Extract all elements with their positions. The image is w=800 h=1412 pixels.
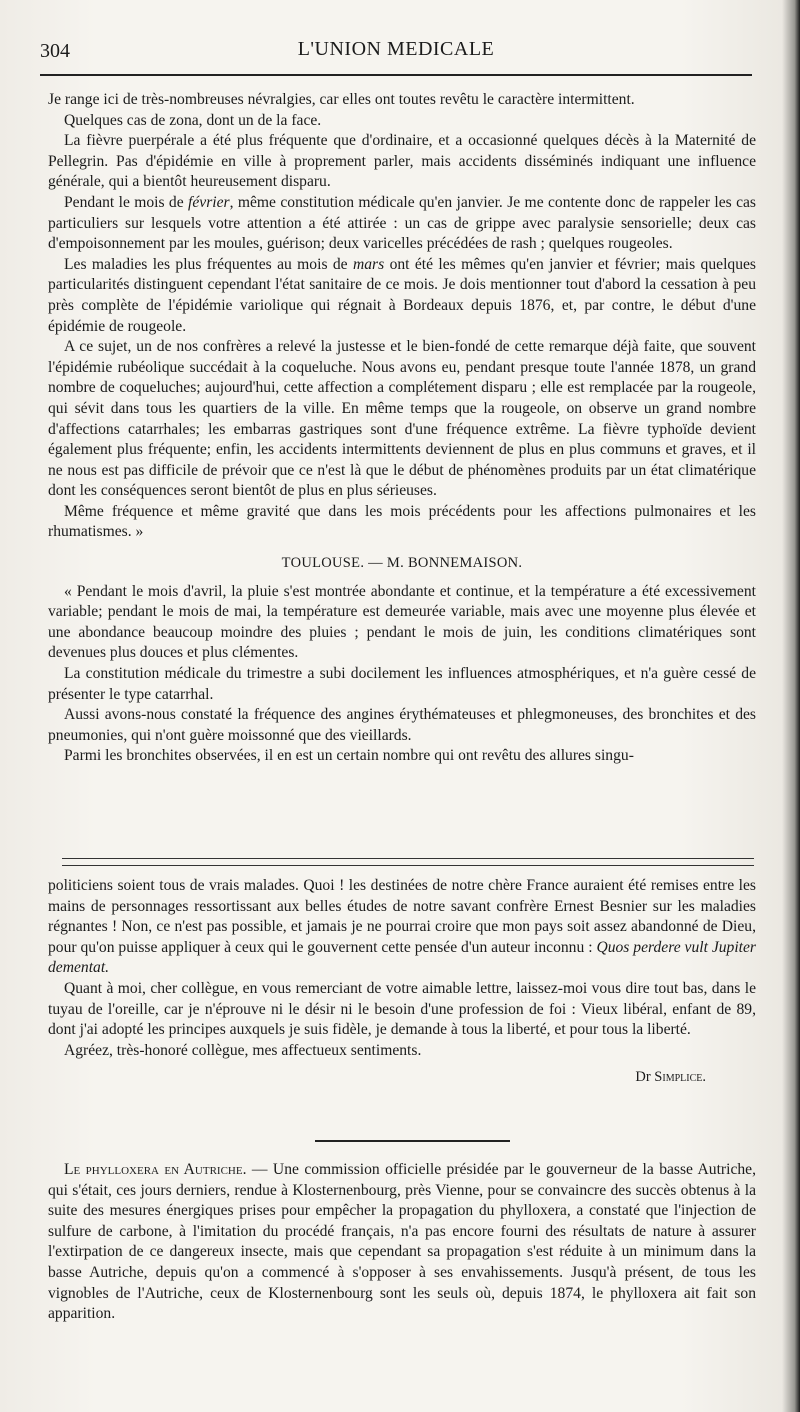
- signature: [48, 1067, 756, 1088]
- paragraph: Quelques cas de zona, dont un de la face.: [64, 111, 322, 129]
- paragraph: Quant à moi, cher collègue, en vous remerciant de votre aimable lettre, laissez-moi vous dire tout bas, dans le tuyau de l'oreille, car je n'éprouve ni le désir ni le besoin d'une profession de foi : Vieux libéral, enfant de 89, dont j'ai adopté les principes auxquels je suis fidèle, je demande à tous la liberté, et pour tous la liberté.: [48, 979, 756, 1039]
- italic-word: février: [188, 193, 230, 211]
- text-run: Pendant le mois de: [64, 193, 189, 211]
- section-letter-continuation: [48, 876, 756, 1088]
- paragraph: « Pendant le mois d'avril, la pluie s'est montrée abondante et continue, et la température a été excessivement variable; pendant le mois de mai, la température est demeurée variable, mais avec une moyenne plus élevée et une abondance beaucoup moindre des pluies ; pendant le mois de juin, les conditions climatériques sont devenues plus douces et plus clémentes.: [48, 582, 756, 662]
- article-separator-rule: [315, 1140, 510, 1142]
- italic-word: mars: [352, 255, 385, 273]
- paragraph-february: [48, 193, 756, 255]
- text-run: politiciens soient tous de vrais malades. Quoi ! les destinées de notre chère France auraient été remises entre les mains de personnages ressortissant aux belles études de notre savant confrère Ernest Besnier sur les maladies régnantes ! Non, ce n'est pas possible, et jamais je ne pourrai croire que mon pays soit assez abandonné de Dieu, pour qu'on puisse appliquer à ceux qui le gouvernent cette pensée d'un auteur inconnu :: [48, 877, 756, 956]
- paragraph: Aussi avons-nous constaté la fréquence des angines érythémateuses et phlegmoneuses, des bronchites et des pneumonies, qui n'ont guère moissonné que des vieillards.: [48, 706, 756, 744]
- page-header: [40, 36, 752, 66]
- paragraph: La fièvre puerpérale a été plus fréquente que d'ordinaire, et a occasionné quelques décès à la Maternité de Pellegrin. Pas d'épidémie en ville à proprement parler, mais accidents disséminés indiquant une influence générale, qui a bientôt heureusement disparu.: [48, 132, 756, 191]
- paragraph: La constitution médicale du trimestre a subi docilement les influences atmosphériques, et n'a guère cessé de présenter le type catarrhal.: [48, 665, 756, 703]
- page-edge-shadow: [782, 0, 800, 1412]
- paragraph: Agréez, très-honoré collègue, mes affectueux sentiments.: [64, 1041, 422, 1059]
- section-divider-double-rule: [62, 858, 754, 866]
- signature-name: Simplice.: [654, 1069, 706, 1086]
- text-run: Les maladies les plus fréquentes au mois de: [64, 255, 353, 273]
- section-phylloxera: [48, 1160, 756, 1325]
- header-rule: [40, 74, 752, 76]
- paragraph: Même fréquence et même gravité que dans les mois précédents pour les affections pulmonaires et les rhumatismes. »: [48, 502, 756, 541]
- running-title: L'UNION MEDICALE: [297, 38, 495, 60]
- paragraph: [48, 876, 756, 979]
- page-number: 304: [40, 40, 70, 62]
- article-title: Le phylloxera en Autriche.: [64, 1161, 247, 1178]
- text-run: , même constitution médicale qu'en janvier. Je me contente donc de rappeler les cas particuliers sur lesquels votre attention a été attirée : un cas de grippe avec paralysie sensorielle; deux cas d'empoisonnement par les moules, guérison; deux varicelles précédées de rash ; quelques rougeoles.: [48, 193, 756, 253]
- paragraph: [48, 1160, 756, 1325]
- latin-quote: Quos perdere vult Jupiter dementat.: [48, 938, 756, 977]
- text-run: ont été les mêmes qu'en janvier et février; mais quelques particularités distinguent cependant l'état sanitaire de ce mois. Je dois mentionner tout d'abord la cessation à peu près complète de l'épidémie variolique qui régnait à Bordeaux depuis 1876, et, par contre, le début d'une épidémie de rougeole.: [48, 255, 756, 335]
- section-bordeaux-report: [48, 90, 756, 767]
- paragraph-march: [48, 255, 756, 337]
- text-run: — Une commission officielle présidée par le gouverneur de la basse Autriche, qui s'était, ces jours derniers, rendue à Klosternenbourg, près Vienne, pour se convaincre des succès obtenus à la suite des mesures énergiques prises pour empêcher la propagation du phylloxera, a constaté que l'injection de sulfure de carbone, à l'imitation du procédé français, n'a pas encore fourni des résultats de nature à assurer l'extirpation de ce dangereux insecte, mais que cependant sa propagation s'est réduite à un minimum dans la basse Autriche, depuis qu'on a commencé à s'opposer à ses envahissements. Jusqu'à présent, de tous les vignobles de l'Autriche, ceux de Klosternenbourg sont les seuls où, depuis 1874, le phylloxera ait fait son apparition.: [48, 1161, 756, 1323]
- paragraph: Je range ici de très-nombreuses névralgies, car elles ont toutes revêtu le caractère intermittent.: [48, 91, 635, 108]
- section-heading-toulouse: TOULOUSE. — M. BONNEMAISON.: [281, 555, 523, 572]
- signature-prefix: Dr: [635, 1069, 651, 1086]
- paragraph: Parmi les bronchites observées, il en est un certain nombre qui ont revêtu des allures singu-: [64, 747, 634, 765]
- paragraph: A ce sujet, un de nos confrères a relevé la justesse et le bien-fondé de cette remarque déjà faite, que souvent l'épidémie rubéolique succédait à la coqueluche. Nous avons eu, pendant presque toute l'année 1878, un grand nombre de coqueluches; aujourd'hui, cette affection a complétement disparu ; elle est remplacée par la rougeole, qui sévit dans tous les quartiers de la ville. En même temps que la rougeole, on observe un grand nombre d'affections catarrhales; les embarras gastriques sont d'une fréquence extrême. La fièvre typhoïde devient également plus fréquente; enfin, les accidents intermittents deviennent de plus en plus communs et graves, et il ne nous est pas difficile de prévoir que ce n'est là que le début de phénomènes produits par un état climatérique dont les conséquences seront bientôt de plus en plus sérieuses.: [48, 338, 756, 500]
